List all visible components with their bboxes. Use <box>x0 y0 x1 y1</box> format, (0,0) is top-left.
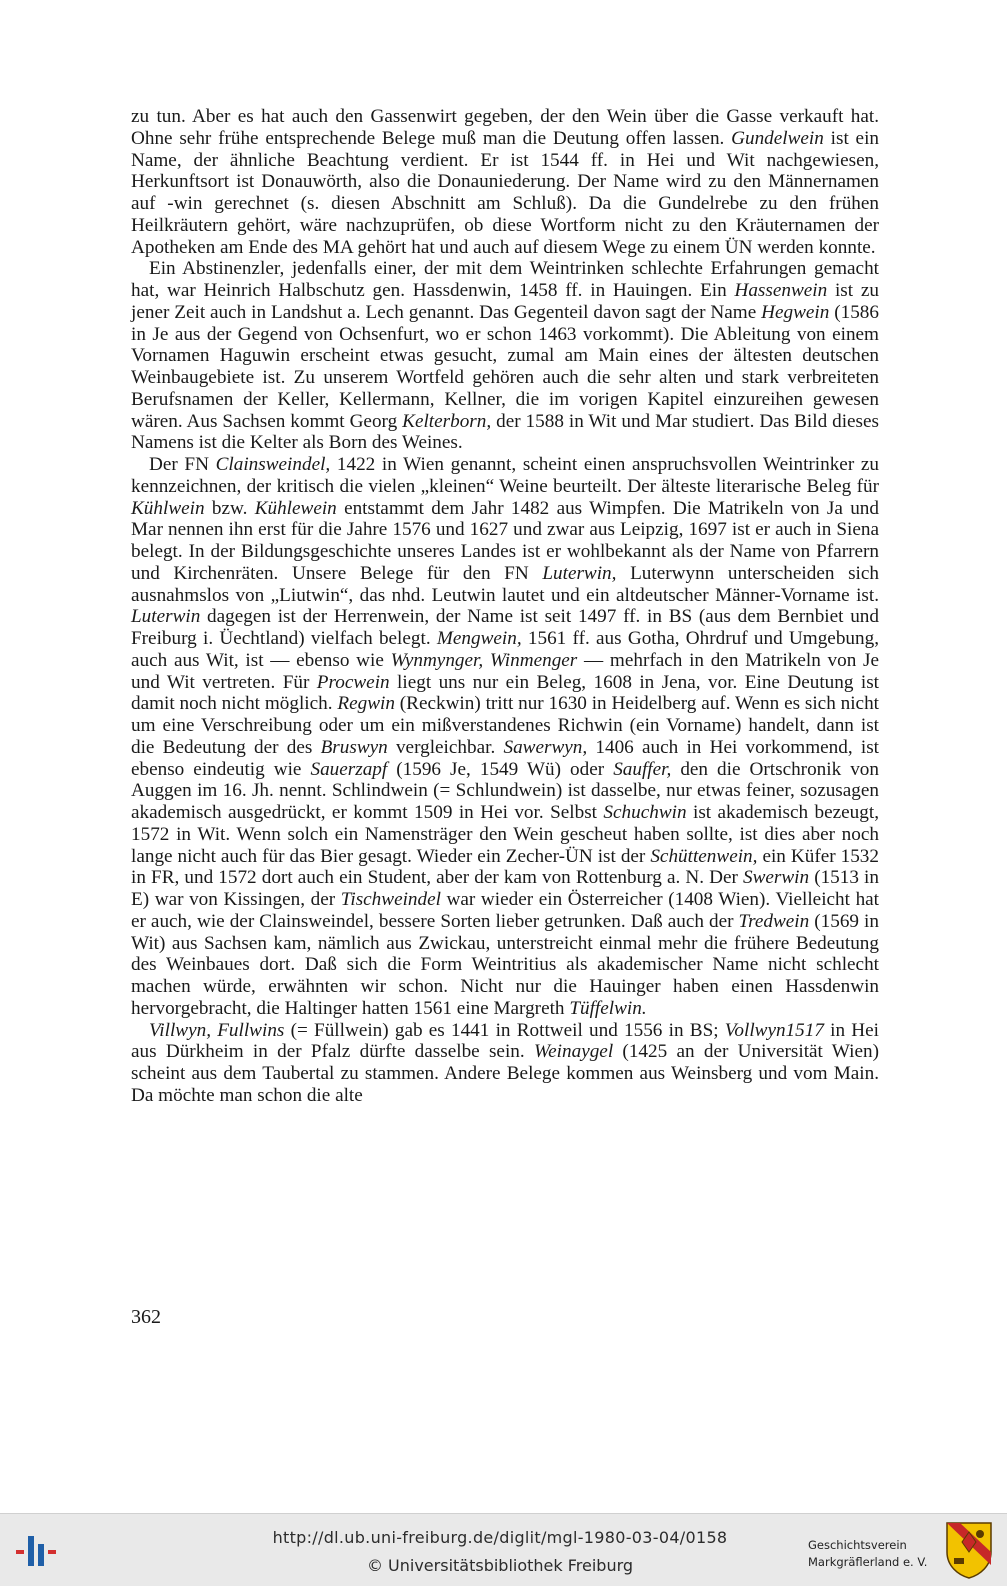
society-name <box>808 1537 938 1571</box>
text-run: (1425 an der Universität Wien) scheint aus dem Taubertal zu stammen. Andere Belege kommen aus Weinsberg und vom Main. Da möchte man schon die alte <box>131 1041 879 1106</box>
copyright-notice: © Universitätsbibliothek Freiburg <box>366 1556 634 1575</box>
text-run: 1406 auch in Hei vorkommend, ist ebenso eindeutig wie <box>131 736 879 780</box>
italic-name: Gundelwein <box>731 127 824 149</box>
text-run: der 1588 in Wit und Mar studiert. Das Bild dieses Namens ist die Kelter als Born des Weines. <box>131 410 880 454</box>
italic-name: Tredwein <box>738 910 810 932</box>
italic-name: Weinaygel <box>533 1041 614 1063</box>
text-run: (1569 in Wit) aus Sachsen kam, nämlich aus Zwickau, unterstreicht einmal mehr die frühere Bedeutung des Weinbaues dort. Daß sich die Form Weintritius als akademischer Name nicht schlecht machen würde, erwähnten wir schon. Nicht nur die Hauinger haben einen Hassdenwin hervorgebracht, die Haltinger hatten 1561 eine Margreth <box>131 910 879 1019</box>
italic-name: Swerwin <box>742 867 810 889</box>
society-line-1: Geschichtsverein <box>808 1538 907 1552</box>
text-run: (1596 Je, 1549 Wü) oder <box>387 758 614 780</box>
italic-name: Schuchwin <box>603 802 687 823</box>
text-run: 1422 in Wien genannt, scheint einen anspruchsvollen Weintrinker zu kennzeichnen, der kritisch die vielen „kleinen“ Weine beurteilt. Der älteste literarische Beleg für <box>131 454 879 497</box>
paragraph <box>131 106 879 258</box>
text-run: ist akademisch bezeugt, 1572 in Wit. Wenn solch ein Namensträger den Wein gescheut haben sollte, ist dies aber noch lange nicht auch für das Bier gesagt. Wieder ein Zecher-ÜN ist der <box>131 802 879 867</box>
text-run: vergleichbar. <box>387 736 504 758</box>
text-run: 1561 ff. aus Gotha, Ohrdruf und Umgebung, auch aus Wit, ist — ebenso wie <box>131 628 879 671</box>
coat-of-arms-icon <box>944 1520 994 1580</box>
viewer-footer <box>0 1513 1007 1586</box>
society-line-2: Markgräflerland e. V. <box>808 1555 928 1569</box>
text-run: Luterwynn unterscheiden sich ausnahmslos von „Liutwin“, das nhd. Leutwin lautet und ein altdeutscher Männer-Vorname ist. <box>131 562 879 606</box>
italic-name: Schüttenwein, <box>650 845 758 867</box>
text-run: (Reckwin) tritt nur 1630 in Heidelberg auf. Wenn es sich nicht um eine Verschreibung oder um ein mißverstandenes Richwin (ein Vorname) handelt, dann ist die Bedeutung der des <box>131 693 879 758</box>
italic-name: Tüffelwin. <box>569 997 647 1019</box>
paragraph <box>131 258 879 454</box>
italic-name: Luterwin <box>131 606 201 628</box>
italic-name: Tischweindel <box>340 889 441 910</box>
ub-freiburg-logo-icon <box>14 1530 64 1570</box>
text-run: (1586 in Je aus der Gegend von Ochsenfurt, wo er schon 1463 vorkommt). Die Ableitung von einem Vornamen Haguwin erscheint etwas gesucht, zumal am Main eines der ältesten deutschen Weinbaugebiete ist. Zu unserem Wortfeld gehören auch die sehr alten und stark verbreiteten Berufsnamen der Keller, Kellermann, Kellner, die im vorigen Kapitel einzureihen gewesen wären. Aus Sachsen kommt Georg <box>131 301 879 432</box>
body-text <box>131 106 879 1107</box>
text-run: ist ein Name, der ähnliche Beachtung verdient. Er ist 1544 ff. in Hei und Wit nachgewiesen, Herkunftsort ist Donauwörth, also die Donauniederung. Der Name wird zu den Männernamen auf -win gerechnet (s. diesen Abschnitt am Schluß). Da die Gundelrebe zu den frühen Heilkräutern gehört, wäre nachzuprüfen, ob diese Wortform nicht zu den Kräuternamen der Apotheken am Ende des MA gehört hat und auch auf diesem Wege zu einem ÜN werden konnte. <box>131 127 879 258</box>
italic-name: Villwyn, Fullwins <box>149 1019 285 1041</box>
italic-name: Kühlewein <box>254 497 337 519</box>
text-run: Ein Abstinenzler, jedenfalls einer, der mit dem Weintrinken schlechte Erfahrungen gemacht hat, war Heinrich Halbschutz gen. Hassdenwin, 1458 ff. in Hauingen. Ein <box>131 258 879 301</box>
paragraph <box>131 454 879 1020</box>
text-run: liegt uns nur ein Beleg, 1608 in Jena, vor. Eine Deutung ist damit noch nicht möglich. <box>131 671 879 715</box>
text-run: — mehrfach in den Matrikeln von Je und Wit vertreten. Für <box>131 649 880 693</box>
text-run: war wieder ein Österreicher (1408 Wien). Vielleicht hat er auch, wie der Clainsweindel, bessere Sorten lieber getrunken. Daß auch der <box>131 889 880 932</box>
page-number: 362 <box>131 1306 161 1328</box>
text-run: Der FN <box>149 454 216 475</box>
text-run: zu tun. Aber es hat auch den Gassenwirt gegeben, der den Wein über die Gasse verkauft hat. Ohne sehr frühe entsprechende Belege muß man die Deutung offen lassen. <box>131 106 879 149</box>
italic-name: Regwin <box>337 693 395 715</box>
italic-name: Wynmynger, Winmenger <box>390 649 578 671</box>
text-run: in Hei aus Dürkheim in der Pfalz dürfte dasselbe sein. <box>131 1019 880 1063</box>
italic-name: Sawerwyn, <box>503 736 588 758</box>
italic-name: Hegwein <box>761 301 830 323</box>
italic-name: Vollwyn1517 <box>724 1019 824 1041</box>
text-run: entstammt dem Jahr 1482 aus Wimpfen. Die Matrikeln von Ja und Mar nennen ihn erst für die Jahre 1576 und 1627 und zwar aus Leipzig, 1697 ist er auch in Siena belegt. In der Bildungsgeschichte unseres Landes ist er wohlbekannt als der Name von Pfarrern und Kirchenräten. Unsere Belege für den FN <box>131 497 879 584</box>
paragraph <box>131 1020 879 1107</box>
italic-name: Clainsweindel, <box>215 454 331 475</box>
text-run: dagegen ist der Herrenwein, der Name ist seit 1497 ff. in BS (aus dem Bernbiet und Freiburg i. Üechtland) vielfach belegt. <box>131 606 879 649</box>
text-run: bzw. <box>204 497 255 519</box>
text-run: ist zu jener Zeit auch in Landshut a. Lech genannt. Das Gegenteil davon sagt der Name <box>131 280 879 323</box>
permalink-link[interactable]: http://dl.ub.uni-freiburg.de/diglit/mgl-1980-03-04/0158 <box>272 1528 728 1547</box>
italic-name: Bruswyn <box>320 736 388 758</box>
italic-name: Luterwin, <box>542 562 617 584</box>
text-run: (1513 in E) war von Kissingen, der <box>131 867 879 910</box>
text-run: ein Küfer 1532 in FR, und 1572 dort auch ein Student, aber der kam von Rottenburg a. N. Der <box>131 845 879 889</box>
italic-name: Hassenwein <box>734 280 828 301</box>
text-run: den die Ortschronik von Auggen im 16. Jh. nennt. Schlindwein (= Schlundwein) ist dasselbe, nur etwas feiner, sozusagen akademisch ausgedrückt, er kommt 1509 in Hei vor. Selbst <box>131 758 879 823</box>
text-run: (= Füllwein) gab es 1441 in Rottweil und 1556 in BS; <box>284 1019 725 1041</box>
italic-name: Sauerzapf <box>310 758 388 780</box>
italic-name: Kelterborn, <box>402 410 492 432</box>
italic-name: Sauffer, <box>613 758 672 780</box>
italic-name: Kühlwein <box>131 497 205 519</box>
italic-name: Procwein <box>316 671 390 693</box>
italic-name: Mengwein, <box>436 628 522 649</box>
